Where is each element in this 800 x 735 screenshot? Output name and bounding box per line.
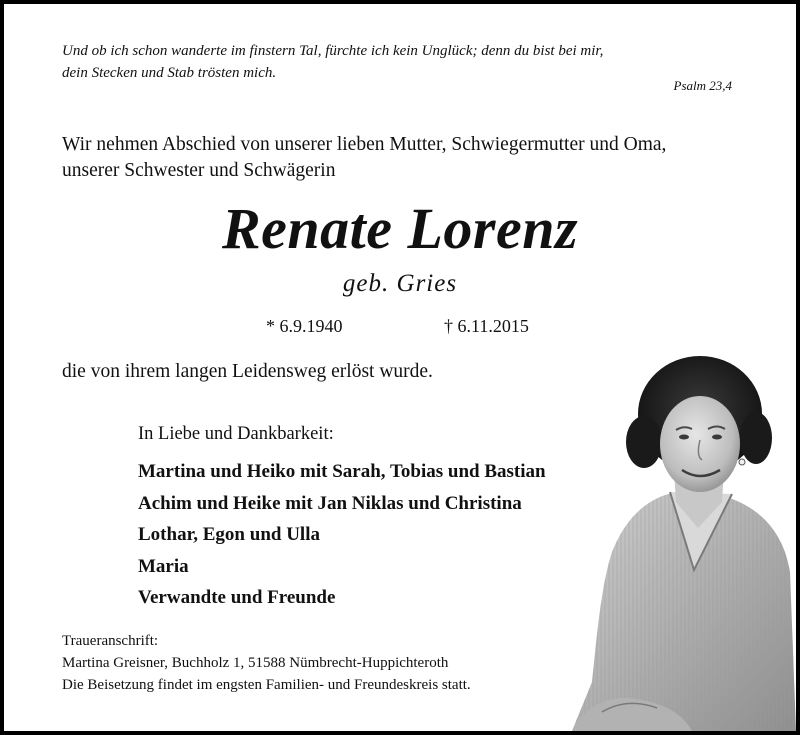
address-line: Martina Greisner, Buchholz 1, 51588 Nümbrecht-Huppichteroth [62, 655, 449, 671]
psalm-quote-line-2: dein Stecken und Stab trösten mich. [62, 65, 277, 81]
mourners-label: In Liebe und Dankbarkeit: [138, 424, 334, 444]
psalm-reference: Psalm 23,4 [673, 78, 732, 93]
farewell-intro-line-2: unserer Schwester und Schwägerin [62, 160, 336, 181]
mourner-entry: Lothar, Egon und Ulla [138, 524, 320, 545]
mourner-entry: Achim und Heike mit Jan Niklas und Christina [138, 492, 522, 514]
maiden-name: geb. Gries [342, 270, 458, 297]
farewell-intro-line-1: Wir nehmen Abschied von unserer lieben Mutter, Schwiegermutter und Oma, [62, 134, 667, 155]
birth-date: * 6.9.1940 [266, 316, 343, 336]
deceased-name: Renate Lorenz [221, 196, 579, 261]
psalm-quote-line-1: Und ob ich schon wanderte im finstern Tal, fürchte ich kein Unglück; denn du bist bei mir, [62, 43, 604, 59]
mourner-entry: Martina und Heiko mit Sarah, Tobias und Bastian [138, 461, 546, 482]
released-text: die von ihrem langen Leidensweg erlöst wurde. [62, 361, 433, 382]
portrait-photo [572, 352, 796, 731]
mourner-entry: Verwandte und Freunde [138, 587, 336, 608]
death-date: † 6.11.2015 [444, 316, 529, 336]
psalm-quote [62, 40, 752, 84]
mourners-list [138, 456, 546, 614]
address-label: Traueranschrift: [62, 633, 159, 649]
farewell-intro [62, 132, 762, 184]
funeral-note: Die Beisetzung findet im engsten Familien- und Freundeskreis statt. [62, 677, 471, 693]
mourner-entry: Maria [138, 555, 189, 577]
address-block [62, 630, 471, 696]
